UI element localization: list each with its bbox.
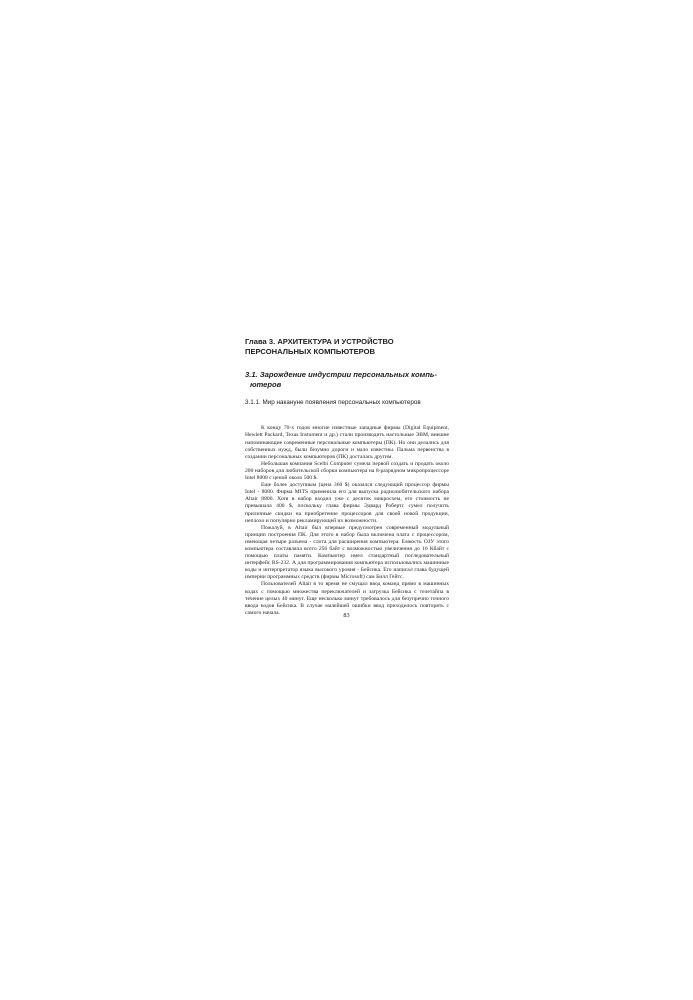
- section-title-line: 3.1. Зарождение индустрии персональных компь-: [245, 370, 437, 380]
- section-title-line: ютеров: [250, 379, 282, 389]
- paragraph: Еще более доступным (цена 360 $) оказался следующий процессор фирмы Intel - 8080. Фирма MITS применила его для выпуска радиолюбительского набора Altair 8800. Хотя в набор входил уже с десяток микросхем, его стоимость не превышала 400 $, поскольку глава фирмы Эдвард Робертс сумел получить приличные скидки на приобретение процессоров для своей новой продукции, неплохо и популярно рекламирующей их возможности.: [245, 482, 449, 524]
- chapter-title: [245, 337, 449, 356]
- paragraph: Пожалуй, в Altair был впервые предусмотрен современный модульный принцип построения ПК. Для этого в набор была включена плата с процессором, имеющая четыре разъема - слота для расширения компьютера. Емкость ОЗУ этого компьютера составляла всего 256 байт с возможностью увеличения до 16 Кбайт с помощью платы памяти. Компьютер имел стандартный последовательный интерфейс RS-232. А для программирования компьютера использовались машинные коды и интерпретатор языка высокого уровня - Бейсика. Его написал глава будущей империи программных средств (фирмы Microsoft) сам Билл Гейтс.: [245, 524, 449, 581]
- subsection-title: 3.1.1. Мир накануне появления персональных компьютеров: [245, 399, 421, 407]
- book-page: [245, 337, 449, 617]
- section-title: [245, 370, 449, 389]
- paragraph: Пользователей Altair в то время не смущал ввод команд прямо в машинных кодах с помощью множества переключателей и загрузка Бейсика с телетайпа в течение целых 40 минут. Еще несколько минут требовалось для безупречно точного ввода кодов Бейсика. В случае малейшей ошибки ввод приходилось повторять с самого начала.: [245, 581, 449, 616]
- paragraph: Небольшая компания Scelbi Computer сумела первой создать и продать около 200 наборов для любительской сборки компьютера на 8-разрядном микропроцессоре Intel 8008 с ценой около 500 $.: [245, 460, 449, 482]
- chapter-title-line: ПЕРСОНАЛЬНЫХ КОМПЬЮТЕРОВ: [245, 346, 376, 356]
- body-text: [245, 425, 449, 617]
- paragraph: К концу 70-х годов многие известные западные фирмы (Digital Equipment, Hewlett Packard, Texas Instument и др.) стали производить настольные ЭВМ, внешне напоминающие современные персональные компьютеры (ПК). Но они делались для собственных нужд, были безумно дороги и мало известны. Пальма первенства в создании персональных компьютеров (ПК) досталась другим.: [245, 425, 449, 460]
- page-number: 83: [343, 612, 350, 619]
- chapter-title-line: Глава 3. АРХИТЕКТУРА И УСТРОЙСТВО: [245, 337, 394, 346]
